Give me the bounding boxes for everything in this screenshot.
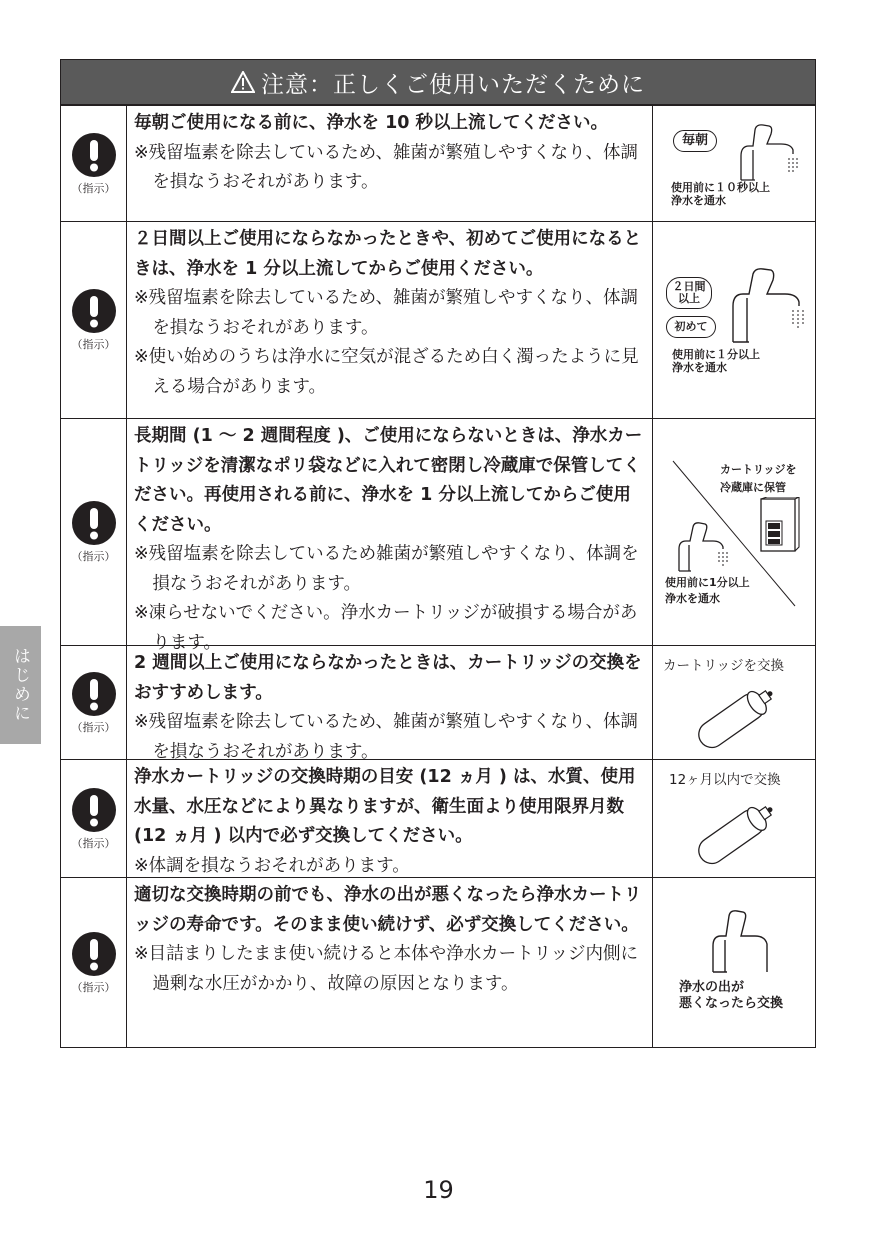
pill-label <box>666 277 712 309</box>
instruction-label: （指示） <box>71 980 116 994</box>
instruction-cell <box>61 878 127 1047</box>
warning-triangle-icon <box>231 71 255 93</box>
page-number: 19 <box>423 1176 454 1204</box>
instruction-cell <box>61 419 127 645</box>
row-illustration <box>653 106 815 221</box>
caution-table <box>60 59 816 1048</box>
instruction-label: （指示） <box>71 550 116 563</box>
row-illustration <box>653 646 815 759</box>
row-note: ※凍らせないでください。浄水カートリッジが破損する場合があります。 <box>134 603 638 653</box>
caution-row-6 <box>61 877 815 1047</box>
illustration-caption: 浄水を通水 <box>672 361 727 374</box>
row-text <box>127 646 653 762</box>
faucet-icon <box>733 122 803 184</box>
caution-header <box>61 60 815 105</box>
row-lead: 長期間 (1 ～ 2 週間程度 )、ご使用にならないときは、浄水カートリッジを清潔なポリ袋などに入れて密閉し冷蔵庫で保管してください。再使用される前に、浄水を 1 分以上流してからご使用ください。 <box>134 426 643 535</box>
row-note: ※使い始めのうちは浄水に空気が混ざるため白く濁ったように見える場合があります。 <box>134 347 639 397</box>
row-lead: ２日間以上ご使用にならなかったときや、初めてご使用になるときは、浄水を 1 分以上流してからご使用ください。 <box>134 229 642 279</box>
cartridge-icon <box>685 798 785 868</box>
illustration-caption: 使用前に１分以上 <box>672 348 760 361</box>
caution-row-4 <box>61 645 815 762</box>
mandatory-icon <box>71 787 117 833</box>
instruction-cell <box>61 222 127 418</box>
instruction-label: （指示） <box>71 836 116 850</box>
illustration-caption: 使用前に１０秒以上 <box>671 181 770 194</box>
row-lead: 2 週間以上ご使用にならなかったときは、カートリッジの交換をおすすめします。 <box>134 653 642 703</box>
instruction-cell <box>61 106 127 221</box>
row-note: ※残留塩素を除去しているため、雑菌が繁殖しやすくなり、体調を損なうおそれがあります。 <box>134 288 638 338</box>
pill-text: ２日間 <box>672 280 706 293</box>
row-note: ※残留塩素を除去しているため、雑菌が繁殖しやすくなり、体調を損なうおそれがあります。 <box>134 712 638 762</box>
row-illustration <box>653 419 815 645</box>
row-note: ※体調を損なうおそれがあります。 <box>134 855 410 876</box>
row-note: ※残留塩素を除去しているため、雑菌が繁殖しやすくなり、体調を損なうおそれがあります。 <box>134 142 638 192</box>
mandatory-icon <box>71 500 117 546</box>
faucet-icon <box>705 908 775 976</box>
refrigerator-icon <box>757 497 803 555</box>
row-text <box>127 419 653 653</box>
mandatory-icon <box>71 931 117 977</box>
row-text <box>127 106 653 221</box>
pill-label: 初めて <box>666 316 716 338</box>
pill-text: 以上 <box>678 292 700 305</box>
illustration-caption: 12ヶ月以内で交換 <box>669 772 781 788</box>
row-lead: 適切な交換時期の前でも、浄水の出が悪くなったら浄水カートリッジの寿命です。そのまま使い続けず、必ず交換してください。 <box>134 885 642 935</box>
caution-row-2 <box>61 221 815 418</box>
instruction-label: （指示） <box>71 181 116 195</box>
caution-title: 注意：正しくご使用いただくために <box>261 71 645 98</box>
mandatory-icon <box>71 132 117 178</box>
instruction-cell <box>61 646 127 759</box>
illustration-caption: 浄水の出が <box>679 980 745 995</box>
row-text <box>127 760 653 877</box>
instruction-label: （指示） <box>71 720 116 734</box>
row-illustration <box>653 760 815 877</box>
caution-row-3 <box>61 418 815 653</box>
row-illustration <box>653 222 815 418</box>
side-tab: はじめに <box>0 626 41 744</box>
illustration-caption: 浄水を通水 <box>665 592 720 605</box>
illustration-caption: 浄水を通水 <box>671 194 726 207</box>
illustration-caption: 悪くなったら交換 <box>679 996 784 1011</box>
instruction-label: （指示） <box>71 338 116 351</box>
caution-row-1 <box>61 105 815 221</box>
row-note: ※目詰まりしたまま使い続けると本体や浄水カートリッジ内側に過剰な水圧がかかり、故障の原因となります。 <box>134 944 638 994</box>
faucet-icon <box>725 266 809 348</box>
faucet-icon <box>673 519 729 575</box>
row-text <box>127 222 653 418</box>
illustration-caption: カートリッジを交換 <box>663 658 784 674</box>
row-note: ※残留塩素を除去しているため雑菌が繁殖しやすくなり、体調を損なうおそれがあります。 <box>134 544 639 594</box>
row-lead: 浄水カートリッジの交換時期の目安 (12 ヵ月 ) は、水質、使用水量、水圧などにより異なりますが、衛生面より使用限界月数 (12 ヵ月 ) 以内で必ず交換してください。 <box>134 767 636 846</box>
illustration-caption: 冷蔵庫に保管 <box>720 481 786 494</box>
instruction-cell <box>61 760 127 877</box>
pill-label: 毎朝 <box>673 130 717 152</box>
row-text <box>127 878 653 1047</box>
row-illustration <box>653 878 815 1047</box>
cartridge-icon <box>685 682 785 752</box>
illustration-caption: 使用前に1分以上 <box>665 576 750 589</box>
illustration-caption: カートリッジを <box>720 463 797 476</box>
mandatory-icon <box>71 671 117 717</box>
mandatory-icon <box>71 288 117 334</box>
caution-row-5 <box>61 759 815 877</box>
row-lead: 毎朝ご使用になる前に、浄水を 10 秒以上流してください。 <box>134 113 609 133</box>
